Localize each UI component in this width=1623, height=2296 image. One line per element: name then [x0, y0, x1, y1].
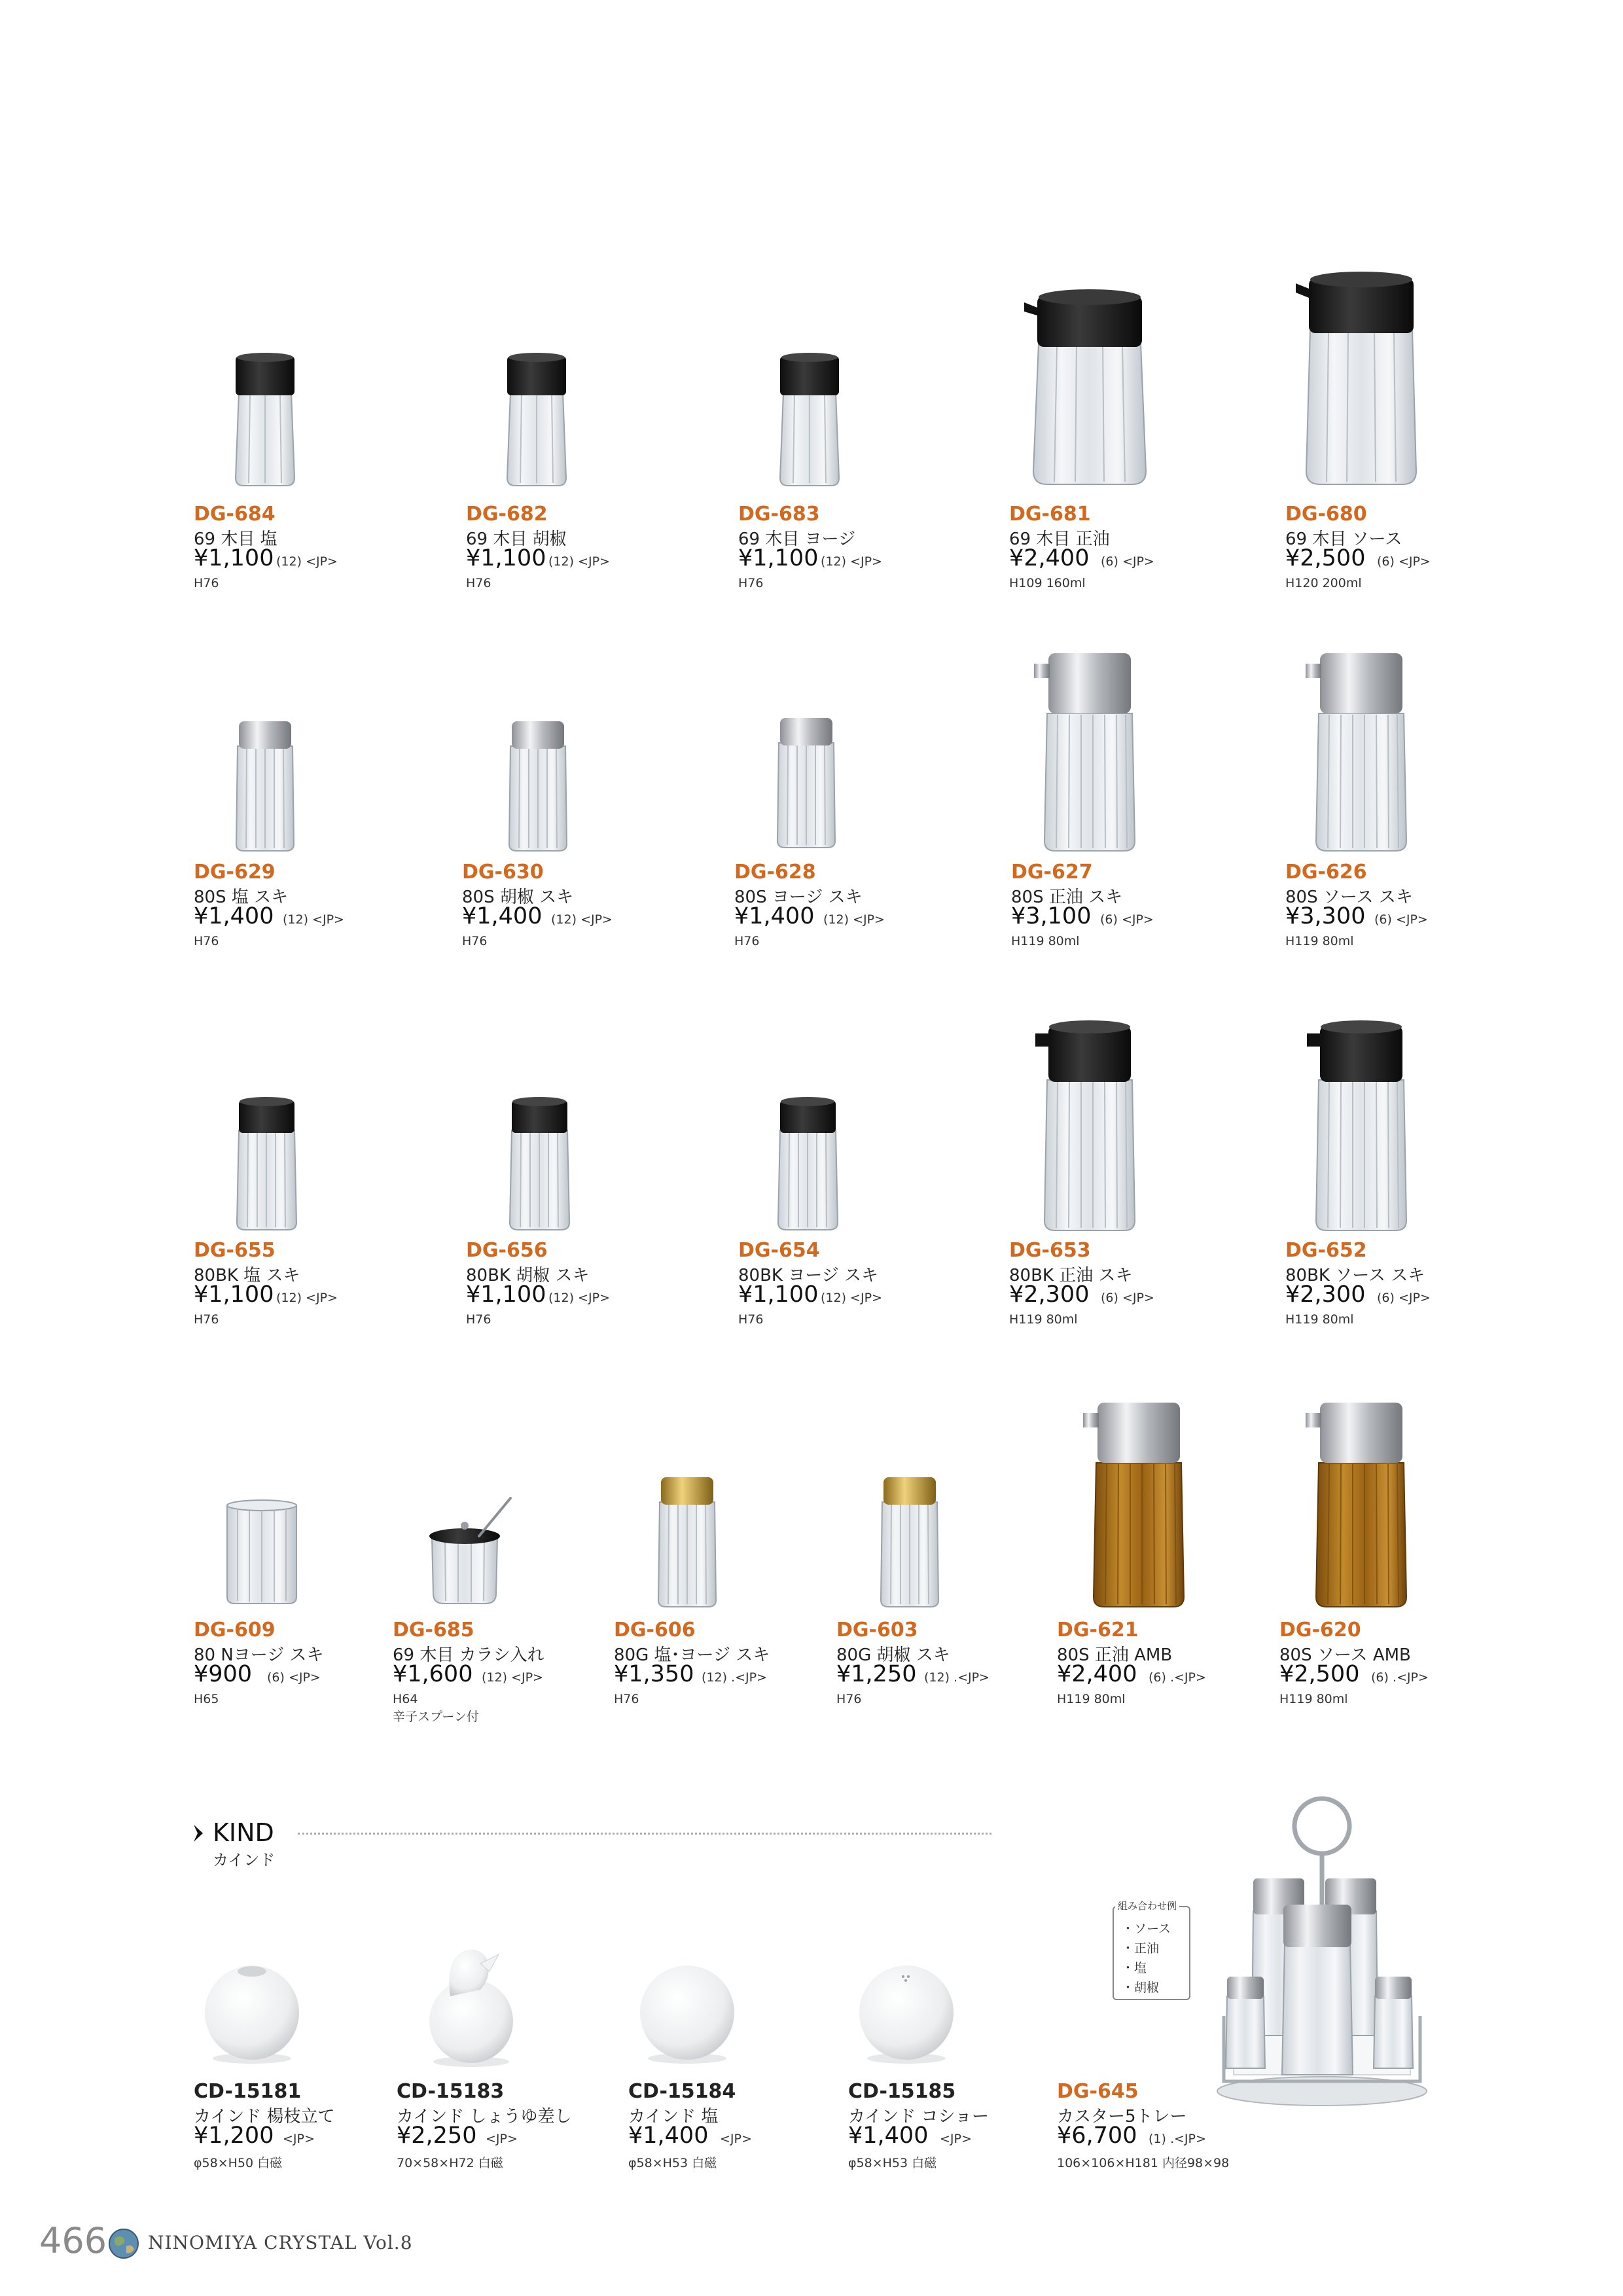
product-spec: φ58×H50 白磁	[194, 2156, 283, 2170]
product-name: カインド コショー	[848, 2107, 989, 2126]
product-price: ¥1,100	[738, 1282, 819, 1308]
product-name: カインド 塩	[628, 2107, 719, 2126]
product-price: ¥1,400	[462, 903, 543, 929]
product-spec: H64	[393, 1692, 418, 1706]
product-spec: H76	[466, 1312, 491, 1327]
product-code: CD-15185	[848, 2080, 956, 2103]
product-spec: 70×58×H72 白磁	[397, 2156, 503, 2170]
product-qty: (6) .<JP>	[1371, 1670, 1429, 1685]
product-price: ¥1,600	[393, 1661, 473, 1687]
combination-item: ・胡椒	[1122, 1981, 1160, 1995]
product-image-dg-645	[1207, 1787, 1436, 2114]
product-spec: H109 160ml	[1009, 576, 1086, 590]
product-name: 69 木目 塩	[194, 529, 277, 549]
product-image-dg-684	[223, 347, 308, 491]
product-qty: (12) <JP>	[823, 912, 885, 927]
product-qty: (6) <JP>	[267, 1670, 321, 1685]
product-image-cd-15181	[196, 1957, 308, 2065]
product-code: DG-685	[393, 1619, 474, 1641]
product-code: DG-654	[738, 1239, 820, 1262]
product-name: 80BK 塩 スキ	[194, 1266, 300, 1285]
product-image-dg-621	[1077, 1391, 1201, 1610]
product-spec: H119 80ml	[1285, 934, 1354, 948]
section-divider	[298, 1833, 991, 1835]
product-image-dg-681	[1018, 281, 1162, 491]
product-image-dg-606	[648, 1469, 726, 1610]
product-price: ¥1,400	[194, 903, 274, 929]
product-qty: (6) <JP>	[1100, 912, 1154, 927]
product-code: DG-652	[1285, 1239, 1367, 1262]
product-price: ¥2,500	[1279, 1661, 1360, 1687]
product-qty: (12) <JP>	[821, 1291, 882, 1305]
product-name: 80S 塩 スキ	[194, 888, 289, 907]
product-image-dg-630	[499, 713, 577, 854]
product-name: 69 木目 正油	[1009, 529, 1110, 549]
product-image-dg-683	[767, 347, 852, 491]
product-qty: (12) .<JP>	[924, 1670, 990, 1685]
product-spec: H119 80ml	[1011, 934, 1080, 948]
product-image-dg-685	[419, 1489, 517, 1610]
product-price: ¥2,500	[1285, 545, 1366, 571]
product-name: 69 木目 ヨージ	[738, 529, 856, 549]
combination-item: ・塩	[1122, 1961, 1147, 1975]
product-name: 80S ソース AMB	[1279, 1645, 1411, 1665]
product-qty: <JP>	[283, 2132, 315, 2146]
product-spec: 106×106×H181 内径98×98	[1057, 2156, 1230, 2170]
product-code: DG-626	[1285, 861, 1367, 884]
product-image-dg-680	[1289, 265, 1433, 491]
product-code: DG-684	[194, 503, 276, 526]
product-code: CD-15183	[397, 2080, 505, 2103]
product-price: ¥3,100	[1011, 903, 1092, 929]
product-spec: H119 80ml	[1285, 1312, 1354, 1327]
product-image-cd-15183	[412, 1937, 530, 2068]
combination-example-box	[1113, 1906, 1190, 2000]
product-image-dg-626	[1299, 641, 1423, 854]
product-image-dg-653	[1027, 1011, 1152, 1234]
product-image-dg-627	[1027, 641, 1152, 854]
product-spec: H76	[194, 576, 219, 590]
product-price: ¥2,300	[1285, 1282, 1366, 1308]
product-price: ¥1,400	[848, 2123, 929, 2149]
combination-item: ・正油	[1122, 1941, 1160, 1956]
product-qty: (6) <JP>	[1377, 1291, 1431, 1305]
product-name: 80BK ソース スキ	[1285, 1266, 1425, 1285]
product-code: DG-682	[466, 503, 548, 526]
product-image-dg-620	[1299, 1391, 1423, 1610]
product-price: ¥6,700	[1057, 2123, 1137, 2149]
product-spec: H119 80ml	[1009, 1312, 1078, 1327]
section-arrow-icon	[192, 1823, 205, 1843]
product-price: ¥1,350	[614, 1661, 694, 1687]
product-name: 80BK ヨージ スキ	[738, 1266, 878, 1285]
product-code: DG-629	[194, 861, 276, 884]
product-code: DG-620	[1279, 1619, 1361, 1641]
product-image-cd-15184	[632, 1957, 743, 2065]
product-image-dg-656	[499, 1090, 580, 1234]
product-qty: <JP>	[720, 2132, 752, 2146]
product-qty: (6) <JP>	[1374, 912, 1428, 927]
product-qty: (12) <JP>	[283, 912, 344, 927]
product-code: DG-656	[466, 1239, 548, 1262]
product-spec: φ58×H53 白磁	[848, 2156, 937, 2170]
product-price: ¥2,300	[1009, 1282, 1090, 1308]
section-subtitle: カインド	[213, 1851, 276, 1869]
product-qty: (12) <JP>	[482, 1670, 543, 1685]
product-image-dg-609	[219, 1492, 304, 1607]
product-qty: (6) <JP>	[1377, 554, 1431, 569]
product-name: 80S 正油 AMB	[1057, 1645, 1173, 1665]
product-qty: (1) .<JP>	[1149, 2132, 1206, 2146]
product-image-dg-629	[226, 713, 304, 854]
product-code: CD-15181	[194, 2080, 302, 2103]
product-spec: H119 80ml	[1279, 1692, 1348, 1706]
product-spec: H76	[614, 1692, 639, 1706]
product-price: ¥1,100	[194, 545, 274, 571]
page-number: 466	[39, 2220, 107, 2261]
product-code: DG-683	[738, 503, 820, 526]
product-note: 辛子スプーン付	[393, 1710, 480, 1724]
product-name: 80G 胡椒 スキ	[836, 1645, 950, 1665]
product-qty: (6) <JP>	[1101, 554, 1154, 569]
combination-list	[1122, 1919, 1171, 1998]
product-code: DG-628	[734, 861, 816, 884]
product-qty: (12) .<JP>	[702, 1670, 767, 1685]
product-name: 80 Nヨージ スキ	[194, 1645, 324, 1665]
product-spec: H76	[194, 934, 219, 948]
product-name: 80BK 胡椒 スキ	[466, 1266, 590, 1285]
product-price: ¥1,100	[466, 545, 546, 571]
product-spec: H76	[734, 934, 760, 948]
product-spec: H76	[194, 1312, 219, 1327]
product-image-dg-654	[767, 1090, 849, 1234]
product-code: DG-606	[614, 1619, 696, 1641]
combination-item: ・ソース	[1122, 1922, 1171, 1936]
product-price: ¥1,100	[466, 1282, 546, 1308]
product-code: CD-15184	[628, 2080, 736, 2103]
product-price: ¥2,400	[1009, 545, 1090, 571]
product-spec: H65	[194, 1692, 219, 1706]
product-image-dg-628	[767, 710, 846, 851]
section-title: KIND	[213, 1818, 274, 1847]
product-price: ¥1,400	[734, 903, 815, 929]
product-qty: (12) <JP>	[548, 1291, 610, 1305]
product-name: 69 木目 胡椒	[466, 529, 567, 549]
product-name: カインド 楊枝立て	[194, 2107, 335, 2126]
product-spec: H76	[836, 1692, 862, 1706]
product-name: 69 木目 カラシ入れ	[393, 1645, 544, 1665]
product-price: ¥2,400	[1057, 1661, 1137, 1687]
product-qty: (12) <JP>	[276, 554, 338, 569]
product-name: 69 木目 ソース	[1285, 529, 1402, 549]
product-name: カインド しょうゆ差し	[397, 2107, 572, 2126]
product-qty: (6) .<JP>	[1149, 1670, 1206, 1685]
product-name: 80S ソース スキ	[1285, 888, 1413, 907]
product-spec: H76	[738, 1312, 764, 1327]
product-code: DG-621	[1057, 1619, 1139, 1641]
product-name: 80S 胡椒 スキ	[462, 888, 574, 907]
product-code: DG-681	[1009, 503, 1091, 526]
combination-title: 組み合わせ例	[1115, 1899, 1179, 1912]
product-price: ¥900	[194, 1661, 253, 1687]
product-image-dg-652	[1299, 1011, 1423, 1234]
product-qty: <JP>	[486, 2132, 518, 2146]
product-spec: H76	[462, 934, 488, 948]
product-price: ¥1,400	[628, 2123, 709, 2149]
product-code: DG-680	[1285, 503, 1367, 526]
product-spec: H76	[466, 576, 491, 590]
product-code: DG-609	[194, 1619, 276, 1641]
product-spec: φ58×H53 白磁	[628, 2156, 717, 2170]
product-qty: (6) <JP>	[1101, 1291, 1154, 1305]
product-code: DG-627	[1011, 861, 1093, 884]
product-qty: (12) <JP>	[551, 912, 613, 927]
product-price: ¥1,200	[194, 2123, 274, 2149]
product-image-cd-15185	[851, 1957, 962, 2065]
globe-icon	[108, 2228, 139, 2259]
product-price: ¥1,100	[194, 1282, 274, 1308]
product-image-dg-682	[494, 347, 579, 491]
product-code: DG-630	[462, 861, 544, 884]
product-price: ¥3,300	[1285, 903, 1366, 929]
product-name: 80S 正油 スキ	[1011, 888, 1123, 907]
product-spec: H120 200ml	[1285, 576, 1362, 590]
product-qty: (12) <JP>	[821, 554, 882, 569]
product-price: ¥2,250	[397, 2123, 477, 2149]
product-code: DG-653	[1009, 1239, 1091, 1262]
product-code: DG-655	[194, 1239, 276, 1262]
product-spec: H119 80ml	[1057, 1692, 1126, 1706]
brand-name: NINOMIYA CRYSTAL Vol.8	[148, 2232, 413, 2253]
product-image-dg-655	[226, 1090, 308, 1234]
product-qty: (12) <JP>	[276, 1291, 338, 1305]
product-code: DG-645	[1057, 2080, 1139, 2103]
product-name: 80G 塩･ヨージ スキ	[614, 1645, 770, 1665]
product-price: ¥1,250	[836, 1661, 917, 1687]
product-code: DG-603	[836, 1619, 918, 1641]
product-name: 80S ヨージ スキ	[734, 888, 863, 907]
product-name: カスター5トレー	[1057, 2107, 1187, 2126]
product-spec: H76	[738, 576, 764, 590]
product-qty: (12) <JP>	[548, 554, 610, 569]
product-image-dg-603	[870, 1469, 949, 1610]
product-price: ¥1,100	[738, 545, 819, 571]
product-qty: <JP>	[940, 2132, 972, 2146]
product-name: 80BK 正油 スキ	[1009, 1266, 1133, 1285]
